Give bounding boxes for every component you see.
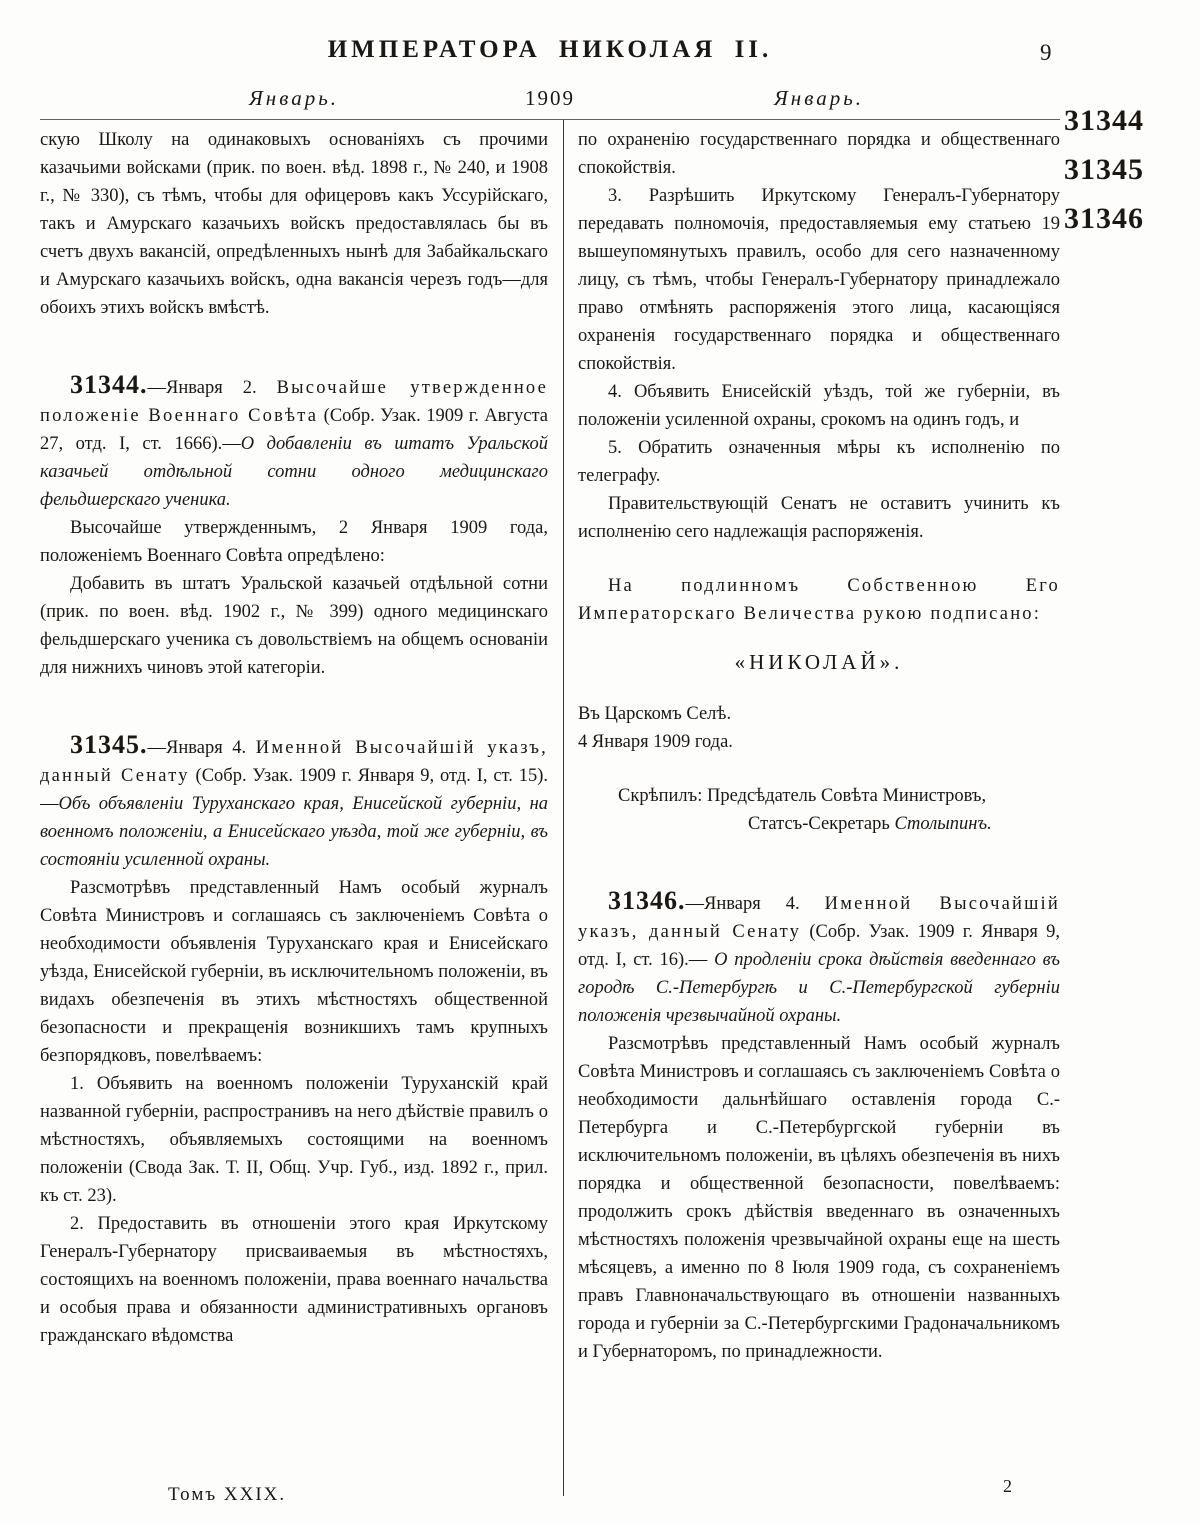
text-segment: Добавить въ штатъ Уральской казачьей отдѣльной сотни (прик. по воен. вѣд. 1902 г., № 399) одного медицинскаго фельдшерскаго ученика съ довольствіемъ на общемъ основаніи для нижнихъ чиновъ этой категоріи. [40,574,548,678]
text-segment: Столыпинъ. [894,814,992,834]
right-column [578,126,1060,1478]
text-segment: Скрѣпилъ: Предсѣдатель Совѣта Министровъ, [618,786,987,806]
running-head [40,86,1060,116]
text-segment: 1. Объявить на военномъ положеніи Туруханскій край названной губерніи, распространивъ на него дѣйствіе правилъ о мѣстностяхъ, объявляемыхъ состоящими на военномъ положеніи (Свода Зак. Т. II, Общ. Учр. Губ., изд. 1892 г., прил. къ ст. 23). [40,1074,548,1206]
running-head-month-right: Январь. [774,86,864,110]
text-segment: (Собр. Узак. 1909 г. Августа 27, отд. I, ст. 1666).— [40,406,548,454]
page-number: 9 [1040,40,1052,65]
text-segment: «НИКОЛАЙ». [734,650,904,674]
paragraph-royal-signature [578,648,1060,676]
paragraph-continuation [40,126,548,322]
paragraph-article-head [40,372,548,514]
text-segment: —Января 4. [147,738,256,758]
text-segment: —Января 2. [147,378,277,398]
paragraph-body [40,1210,548,1350]
text-segment: Высочайше утвержденнымъ, 2 Января 1909 года, положеніемъ Военнаго Совѣта опредѣлено: [40,518,548,566]
text-segment: 3. Разрѣшить Иркутскому Генералъ-Губернатору передавать полномочія, предоставляемыя ему статьею 19 вышеупомянутыхъ правилъ, особо для сего назначенному лицу, съ тѣмъ, чтобы Генералъ-Губернатору принадлежало право отмѣнять распоряженія этого лица, касающіяся охраненія государственнаго порядка и общественнаго спокойствія. [578,186,1060,374]
page-header [40,36,1060,64]
volume-label: Томъ XXIX. [168,1484,287,1505]
paragraph-body [40,514,548,570]
column-divider-rule [563,120,564,1496]
text-segment: 5. Обратить означенныя мѣры къ исполненію по телеграфу. [578,438,1060,486]
paragraph-place-line [578,700,1060,728]
text-segment: 2. Предоставить въ отношеніи этого края Иркутскому Генералъ-Губернатору присваиваемыя въ мѣстностяхъ, состоящихъ на военномъ положеніи, права военнаго начальства и особыя права и обязанности административныхъ органовъ гражданскаго вѣдомства [40,1214,548,1346]
text-segment: Разсмотрѣвъ представленный Намъ особый журналъ Совѣта Министровъ и соглашаясь съ заключеніемъ Совѣта о необходимости объявленія Туруханскаго края и Енисейскаго уѣзда, Енисейской губерніи, въ исключительномъ положеніи, въ видахъ обезпеченія въ этихъ мѣстностяхъ общественной безопасности и прекращенія возникшихъ тамъ крупныхъ безпорядковъ, повелѣваемъ: [40,878,548,1066]
text-segment: Именной Высочайшій указъ, данный Сенату [578,894,1060,942]
paragraph-body [578,378,1060,434]
text-segment: О добавленіи въ штатъ Уральской казачьей отдѣльной сотни одного медицинскаго фельдшерскаго ученика. [40,434,548,510]
paragraph-countersign-name [578,810,1060,838]
paragraph-body [40,874,548,1070]
text-segment: 4. Объявить Енисейскій уѣздъ, той же губерніи, въ положеніи усиленной охраны, срокомъ на одинъ годъ, и [578,382,1060,430]
text-segment: Объ объявленіи Туруханскаго края, Енисейской губерніи, на военномъ положеніи, а Енисейскаго уѣзда, той же губерніи, въ состояніи усиленной охраны. [40,794,548,870]
text-segment: (Собр. Узак. 1909 г. Января 9, отд. I, ст. 16).— [578,922,1060,970]
text-segment: Разсмотрѣвъ представленный Намъ особый журналъ Совѣта Министровъ и соглашаясь съ заключеніемъ Совѣта о необходимости дальнѣйшаго оставленія города С.-Петербурга и С.-Петербургской губерніи въ исключительномъ положеніи, въ цѣляхъ обезпеченія въ нихъ порядка и общественной безопасности, повелѣваемъ: продолжить срокъ дѣйствія введеннаго въ означенныхъ мѣстностяхъ положенія чрезвычайной охраны еще на шесть мѣсяцевъ, а именно по 8 Іюля 1909 года, съ сохраненіемъ правъ Главноначальствующаго въ отношеніи названныхъ города и губерніи за С.-Петербургскими Градоначальникомъ и Губернаторомъ, по принадлежности. [578,1034,1060,1362]
paragraph-countersign [578,782,1060,810]
margin-article-number: 31345 [1064,153,1144,186]
paragraph-body [40,570,548,682]
paragraph-article-head [578,888,1060,1030]
text-segment: Въ Царскомъ Селѣ. [578,704,732,724]
running-head-month-left: Январь. [249,86,339,110]
text-segment: 4 Января 1909 года. [578,732,733,752]
text-segment: скую Школу на одинаковыхъ основаніяхъ съ прочими казачьими войсками (прик. по воен. вѣд. 1898 г., № 240, и 1908 г., № 330), съ тѣмъ, чтобы для офицеровъ какъ Уссурійскаго, такъ и Амурскаго казачьихъ войскъ предоставлялась бы въ счетъ двухъ вакансій, опредѣленныхъ нынѣ для Забайкальскаго и Амурскаго казачьихъ войскъ, одна вакансія черезъ годъ—для обоихъ этихъ войскъ вмѣстѣ. [40,130,548,318]
text-segment: (Собр. Узак. 1909 г. Января 9, отд. I, ст. 15).— [40,766,548,814]
paragraph-article-head [40,732,548,874]
text-segment: Правительствующій Сенатъ не оставитъ учинить къ исполненію сего надлежащія распоряженія. [578,494,1060,542]
paragraph-continuation [578,126,1060,182]
paragraph-body [578,434,1060,490]
paragraph-attestation [578,572,1060,628]
paragraph-date-line [578,728,1060,756]
text-segment: На подлинномъ Собственною Его Императорскаго Величества рукою подписано: [578,576,1060,624]
text-segment: Высочайше утвержденное положеніе Военнаго Совѣта [40,378,548,426]
header-rule [40,119,1060,120]
text-segment: по охраненію государственнаго порядка и общественнаго спокойствія. [578,130,1060,178]
margin-article-number: 31344 [1064,104,1144,137]
text-segment: Статсъ-Секретарь [748,814,895,834]
article-number: 31344. [70,370,148,399]
sheet-number: 2 [1003,1476,1012,1496]
text-segment: —Января 4. [685,894,825,914]
text-segment: Именной Высочайшій указъ, данный Сенату [40,738,548,786]
article-number: 31345. [70,730,148,759]
article-number: 31346. [608,886,686,915]
paragraph-body [578,490,1060,546]
left-column [40,126,548,1478]
paragraph-body [578,182,1060,378]
paragraph-body [40,1070,548,1210]
paragraph-body [578,1030,1060,1366]
running-head-year: 1909 [525,86,575,110]
text-segment: О продленіи срока дѣйствія введеннаго въ городѣ С.-Петербургѣ и С.-Петербургской губерніи положенія чрезвычайной охраны. [578,950,1060,1026]
margin-article-numbers [1064,104,1194,251]
margin-article-number: 31346 [1064,202,1144,235]
page-title: ИМПЕРАТОРА НИКОЛАЯ II. [327,36,773,63]
